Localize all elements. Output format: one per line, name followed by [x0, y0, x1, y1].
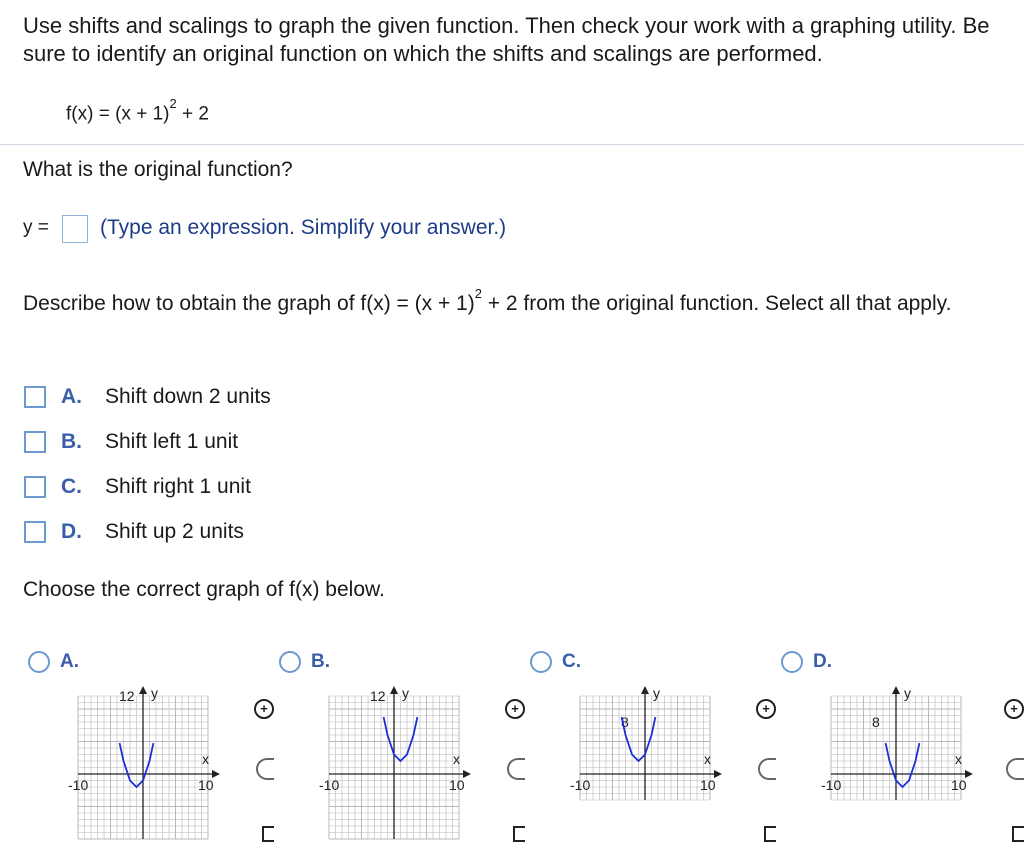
- tick-label-ymax: 12: [119, 688, 135, 704]
- option-letter: C.: [562, 651, 581, 672]
- tick-label-xmin: -10: [570, 777, 591, 793]
- question-choose-graph: Choose the correct graph of f(x) below.: [23, 578, 385, 601]
- expand-icon[interactable]: [513, 826, 525, 842]
- y-axis-arrow: [892, 686, 900, 694]
- divider: [0, 144, 1024, 145]
- x-axis-label: x: [704, 751, 711, 767]
- y-axis-label: y: [653, 685, 660, 701]
- graph-b: [317, 685, 477, 849]
- tick-label-xmin: -10: [319, 777, 340, 793]
- zoom-in-icon[interactable]: +: [254, 699, 274, 719]
- given-function: [66, 96, 209, 125]
- radio-graph-c[interactable]: [530, 648, 581, 676]
- option-text: Shift left 1 unit: [105, 430, 239, 453]
- checkbox[interactable]: [24, 431, 46, 453]
- option-text: Shift up 2 units: [105, 520, 244, 543]
- option-letter: A.: [61, 385, 82, 408]
- x-axis-label: x: [202, 751, 209, 767]
- y-axis-arrow: [139, 686, 147, 694]
- radio-button[interactable]: [781, 651, 803, 673]
- expand-icon[interactable]: [1012, 826, 1024, 842]
- function-exponent: 2: [169, 96, 177, 111]
- zoom-in-icon[interactable]: +: [505, 699, 525, 719]
- tick-label-xmax: 10: [951, 777, 967, 793]
- original-function-input[interactable]: [62, 215, 88, 243]
- tick-label-ymax: 8: [621, 714, 629, 730]
- checkbox-option-a[interactable]: [24, 382, 271, 412]
- y-axis-arrow: [641, 686, 649, 694]
- zoom-out-icon[interactable]: [256, 758, 274, 780]
- tick-label-xmax: 10: [700, 777, 716, 793]
- radio-button[interactable]: [530, 651, 552, 673]
- function-constant: + 2: [176, 103, 209, 125]
- option-letter: D.: [61, 520, 82, 543]
- radio-graph-a[interactable]: [28, 648, 79, 676]
- tick-label-ymax: 8: [872, 714, 880, 730]
- zoom-out-icon[interactable]: [758, 758, 776, 780]
- function-base: f(x) = (x + 1): [66, 103, 170, 125]
- tick-label-xmax: 10: [449, 777, 465, 793]
- checkbox-option-d[interactable]: [24, 517, 244, 547]
- radio-graph-d[interactable]: [781, 648, 832, 676]
- graph-c: [568, 685, 728, 849]
- zoom-out-icon[interactable]: [1006, 758, 1024, 780]
- checkbox-option-c[interactable]: [24, 472, 251, 502]
- radio-button[interactable]: [28, 651, 50, 673]
- question-describe-transformations: [23, 284, 1013, 318]
- tick-label-xmin: -10: [821, 777, 842, 793]
- describe-prompt-start: Describe how to obtain the graph of f(x) = (x + 1): [23, 292, 475, 315]
- describe-prompt-end: + 2 from the original function. Select all that apply.: [481, 292, 952, 315]
- option-letter: B.: [61, 430, 82, 453]
- option-letter: C.: [61, 475, 82, 498]
- zoom-in-icon[interactable]: +: [1004, 699, 1024, 719]
- option-text: Shift down 2 units: [105, 385, 271, 408]
- graph-d: [819, 685, 979, 849]
- zoom-out-icon[interactable]: [507, 758, 525, 780]
- checkbox[interactable]: [24, 386, 46, 408]
- answer-hint: (Type an expression. Simplify your answer.): [100, 216, 507, 239]
- zoom-in-icon[interactable]: +: [756, 699, 776, 719]
- x-axis-label: x: [955, 751, 962, 767]
- expand-icon[interactable]: [262, 826, 274, 842]
- option-letter: A.: [60, 651, 79, 672]
- option-text: Shift right 1 unit: [105, 475, 251, 498]
- x-axis-label: x: [453, 751, 460, 767]
- tick-label-ymax: 12: [370, 688, 386, 704]
- radio-graph-b[interactable]: [279, 648, 330, 676]
- option-letter: D.: [813, 651, 832, 672]
- y-axis-arrow: [390, 686, 398, 694]
- tick-label-xmin: -10: [68, 777, 89, 793]
- question-original-function: What is the original function?: [23, 158, 293, 181]
- y-axis-label: y: [402, 685, 409, 701]
- instructions: Use shifts and scalings to graph the given function. Then check your work with a graphing utility. Be sure to identify an original function on which the shifts and scalings are performed.: [23, 13, 990, 66]
- checkbox[interactable]: [24, 521, 46, 543]
- expand-icon[interactable]: [764, 826, 776, 842]
- option-letter: B.: [311, 651, 330, 672]
- y-axis-label: y: [904, 685, 911, 701]
- checkbox[interactable]: [24, 476, 46, 498]
- tick-label-xmax: 10: [198, 777, 214, 793]
- graph-a: [66, 685, 226, 849]
- checkbox-option-b[interactable]: [24, 427, 238, 457]
- radio-button[interactable]: [279, 651, 301, 673]
- describe-prompt-exponent: 2: [474, 286, 482, 301]
- y-equals-label: y =: [23, 217, 49, 238]
- y-axis-label: y: [151, 685, 158, 701]
